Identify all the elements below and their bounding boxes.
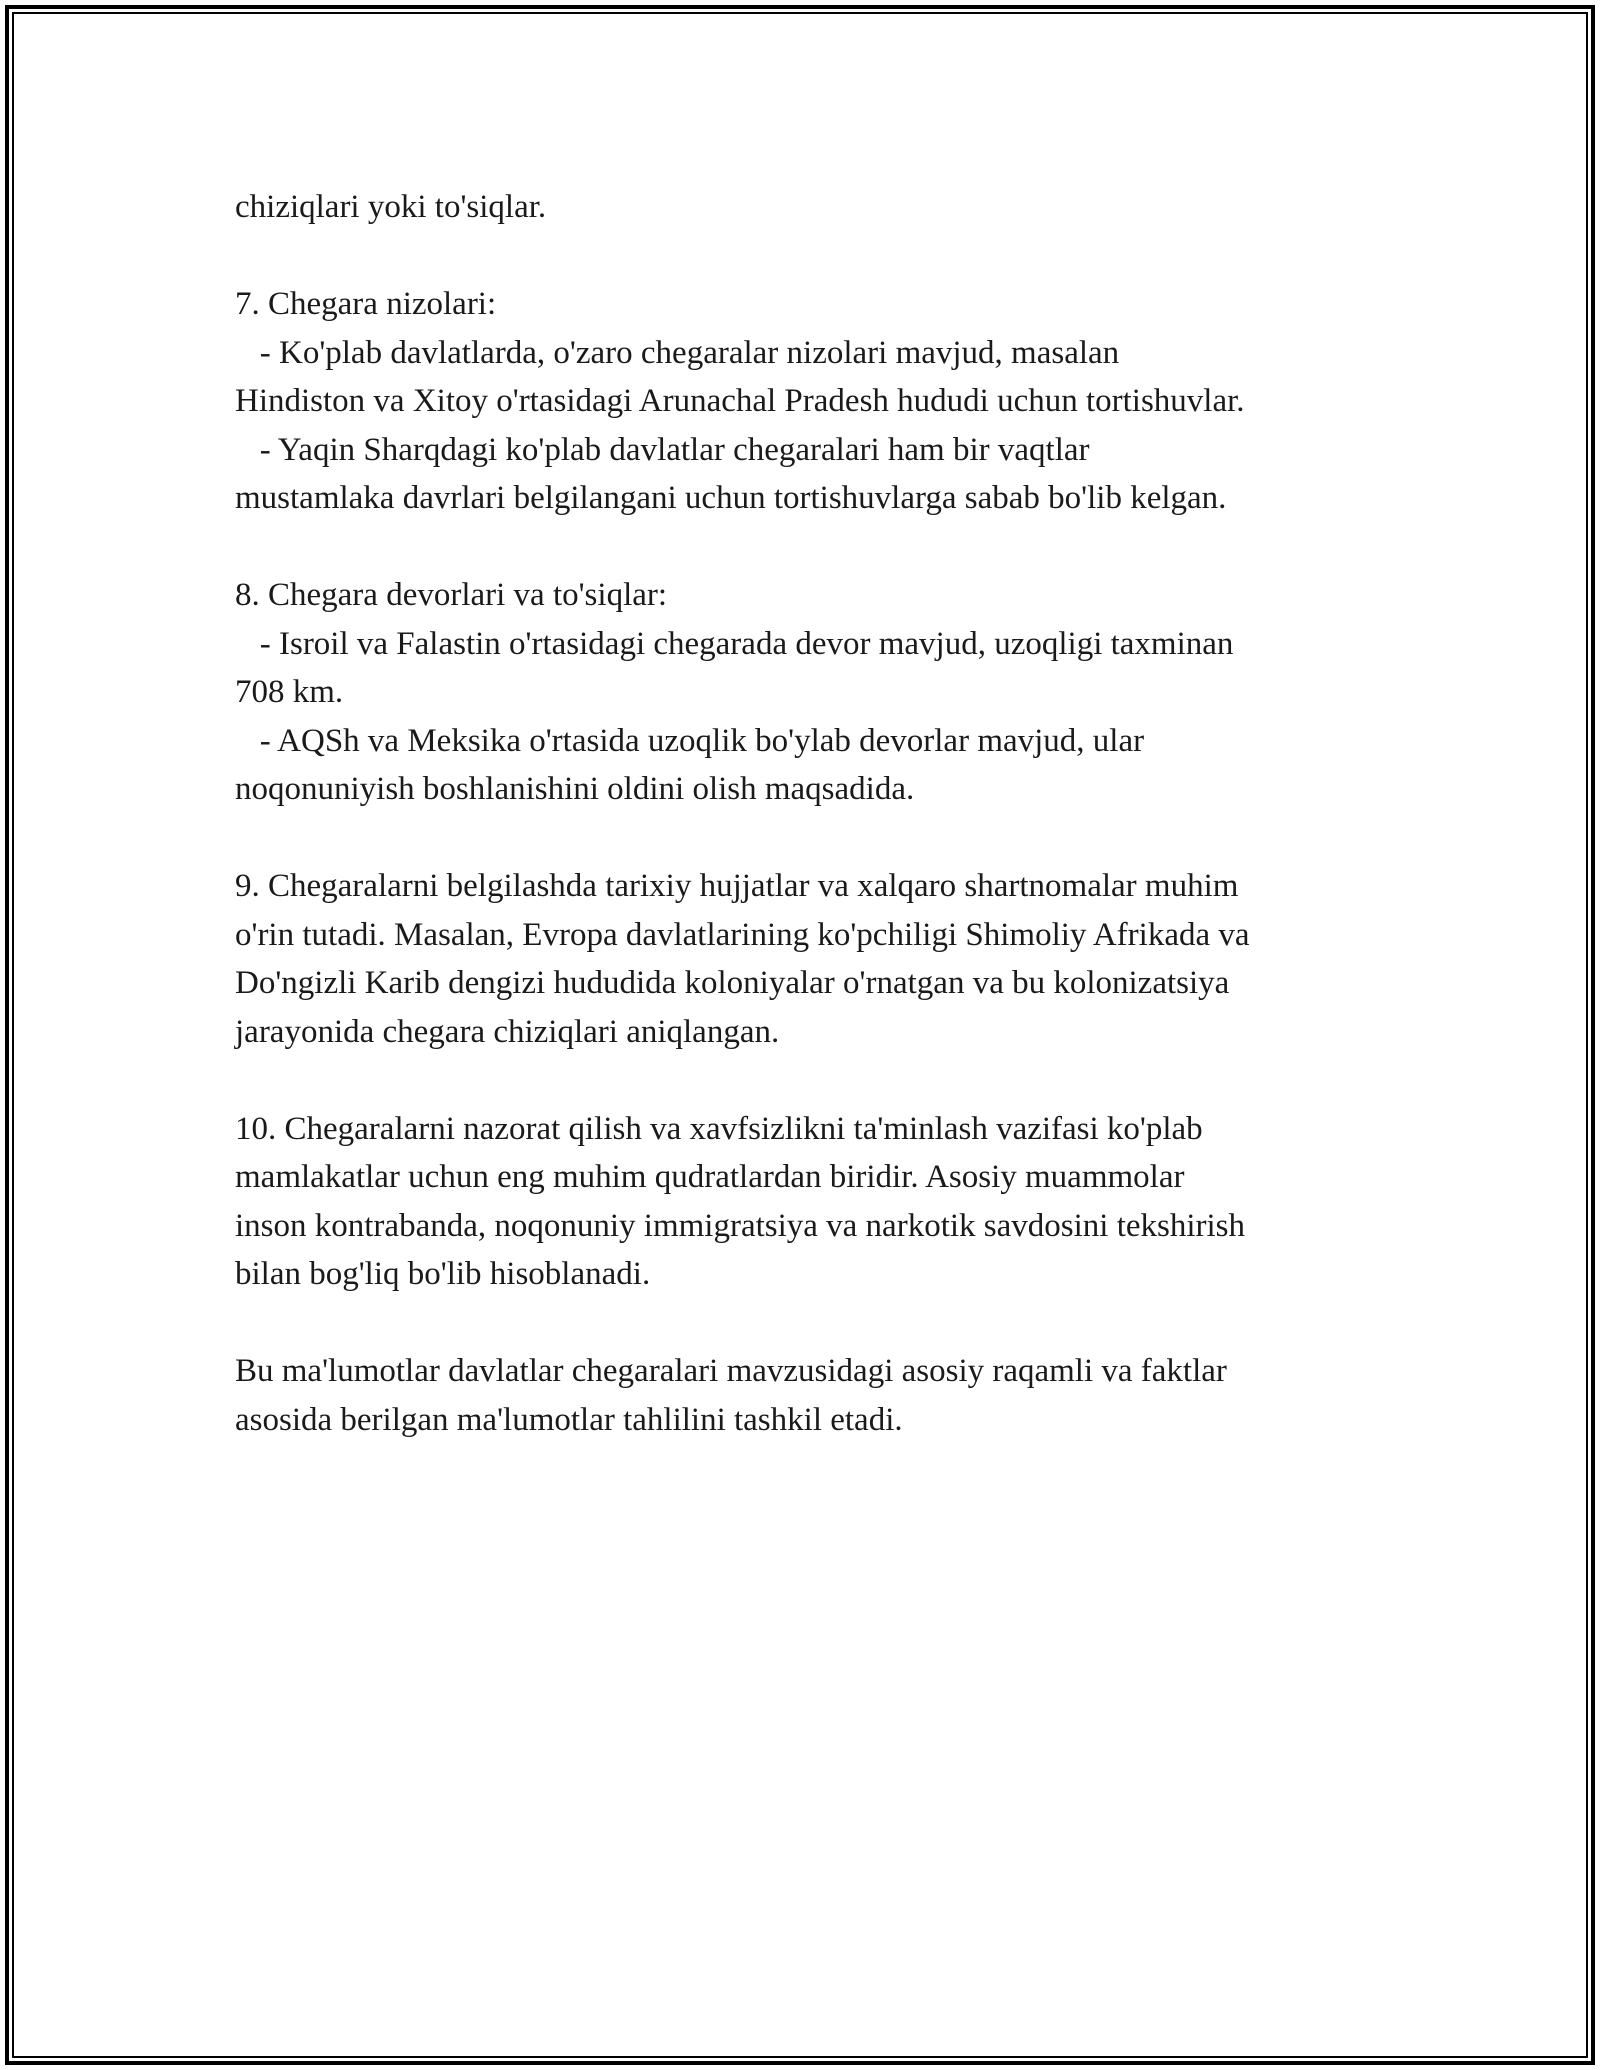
paragraph-gap — [235, 1056, 1395, 1105]
text-line: noqonuniyish boshlanishini oldini olish maqsadida. — [235, 771, 915, 807]
text-line: 9. Chegaralarni belgilashda tarixiy hujjatlar va xalqaro shartnomalar muhim — [235, 868, 1239, 904]
text-line: chiziqlari yoki to'siqlar. — [235, 189, 547, 225]
section-9-historical-documents — [235, 862, 1395, 1056]
section-heading: 7. Chegara nizolari: — [235, 286, 497, 322]
text-line: inson kontrabanda, noqonuniy immigratsiya va narkotik savdosini tekshirish — [235, 1207, 1246, 1244]
text-line: - Isroil va Falastin o'rtasidagi chegarada devor mavjud, uzoqligi taxminan — [235, 625, 1234, 662]
section-7-border-disputes — [235, 280, 1395, 523]
document-body — [235, 183, 1395, 1444]
conclusion-paragraph — [235, 1347, 1395, 1444]
text-line: Bu ma'lumotlar davlatlar chegaralari mavzusidagi asosiy raqamli va faktlar — [235, 1353, 1227, 1389]
text-line: - Yaqin Sharqdagi ko'plab davlatlar chegaralari ham bir vaqtlar — [235, 431, 1090, 468]
text-line: bilan bog'liq bo'lib hisoblanadi. — [235, 1256, 651, 1292]
paragraph-gap — [235, 1299, 1395, 1348]
text-line: mustamlaka davrlari belgilangani uchun tortishuvlarga sabab bo'lib kelgan. — [235, 480, 1227, 516]
paragraph-gap — [235, 523, 1395, 572]
paragraph-gap — [235, 814, 1395, 863]
text-line: o'rin tutadi. Masalan, Evropa davlatlarining ko'pchiligi Shimoliy Afrikada va — [235, 916, 1250, 953]
paragraph-continuation — [235, 183, 1395, 232]
text-line: asosida berilgan ma'lumotlar tahlilini tashkil etadi. — [235, 1401, 903, 1438]
text-line: jarayonida chegara chiziqlari aniqlangan. — [235, 1013, 780, 1050]
text-line: Do'ngizli Karib dengizi hududida koloniyalar o'rnatgan va bu kolonizatsiya — [235, 965, 1230, 1001]
paragraph-gap — [235, 232, 1395, 281]
section-10-border-control — [235, 1105, 1395, 1299]
text-line: 10. Chegaralarni nazorat qilish va xavfsizlikni ta'minlash vazifasi ko'plab — [235, 1110, 1203, 1147]
text-line: - Ko'plab davlatlarda, o'zaro chegaralar nizolari mavjud, masalan — [235, 334, 1120, 371]
text-line: Hindiston va Xitoy o'rtasidagi Arunachal Pradesh hududi uchun tortishuvlar. — [235, 383, 1245, 419]
section-heading: 8. Chegara devorlari va to'siqlar: — [235, 577, 668, 613]
text-line: 708 km. — [235, 674, 344, 710]
text-line: - AQSh va Meksika o'rtasida uzoqlik bo'ylab devorlar mavjud, ular — [235, 722, 1145, 759]
section-8-border-walls — [235, 571, 1395, 814]
text-line: mamlakatlar uchun eng muhim qudratlardan biridir. Asosiy muammolar — [235, 1159, 1185, 1195]
